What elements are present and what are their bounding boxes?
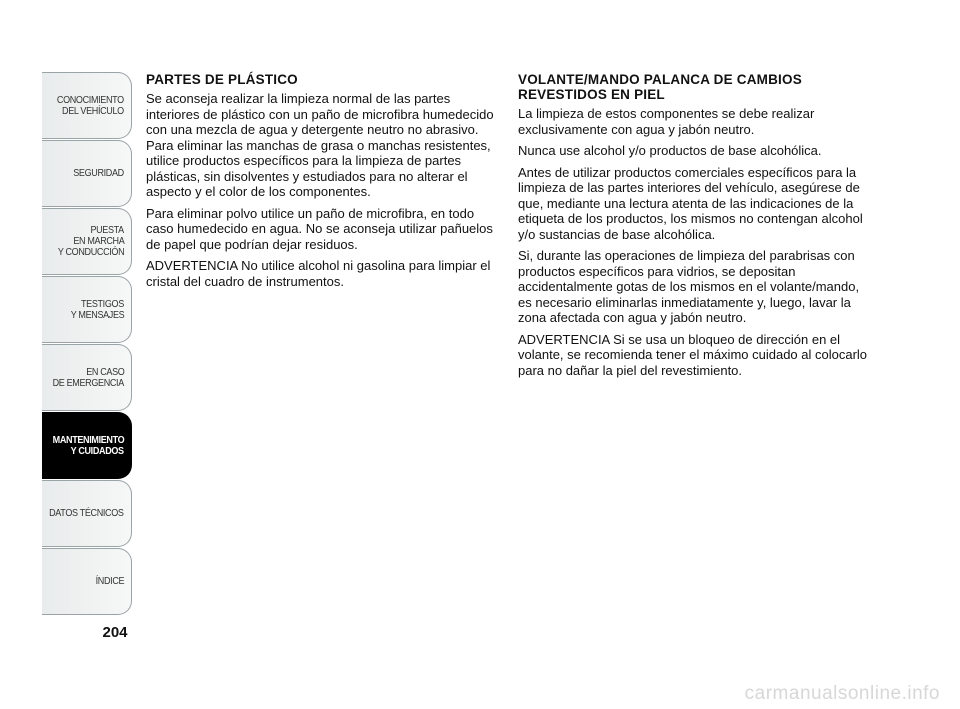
tab-label-line: DE EMERGENCIA — [52, 376, 124, 389]
tab-label-line: PUESTA — [90, 224, 124, 236]
tab-label-line: Y MENSAJES — [70, 308, 124, 321]
tab-label-line: TESTIGOS — [81, 297, 124, 310]
tab-mantenimiento-y-cuidados[interactable] — [42, 412, 132, 479]
tab-label-line: EN MARCHA — [72, 235, 124, 247]
paragraph: Nunca use alcohol y/o productos de base alcohólica. — [518, 143, 822, 158]
tab-conocimiento-del-vehiculo[interactable] — [42, 72, 132, 139]
tab-label-line: ÍNDICE — [95, 575, 124, 587]
tab-datos-tecnicos[interactable] — [42, 480, 132, 547]
tab-en-caso-de-emergencia[interactable] — [42, 344, 132, 411]
paragraph: Si, durante las operaciones de limpieza del parabrisas con productos específicos para vidrios, se depositan accidentalmente gotas de los mismos en el volante/mando, es necesario eliminarlas inmediatamente y, luego, lavar la zona afectada con agua y jabón neutro. — [518, 248, 860, 325]
tab-label-line: Y CUIDADOS — [70, 444, 124, 457]
tab-puesta-en-marcha[interactable] — [42, 208, 132, 275]
tab-testigos-y-mensajes[interactable] — [42, 276, 132, 343]
warning-paragraph: ADVERTENCIA No utilice alcohol ni gasolina para limpiar el cristal del cuadro de instrumentos. — [146, 258, 491, 289]
paragraph: Se aconseja realizar la limpieza normal de las partes interiores de plástico con un paño de microfibra humedecido con una mezcla de agua y detergente neutro no abrasivo. Para eliminar las manchas de grasa o manchas resistentes, utilice productos específicos para la limpieza de partes plásticas, sin disolventes y estudiados para no alterar el aspecto y el color de los componentes. — [146, 91, 494, 199]
tab-label-line: DEL VEHÍCULO — [62, 104, 124, 117]
page-number: 204 — [102, 624, 128, 641]
section-tabs — [0, 0, 140, 709]
paragraph: Antes de utilizar productos comerciales específicos para la limpieza de las partes interiores del vehículo, asegúrese de que, mediante una lectura atenta de las indicaciones de la etiqueta de los productos, los mismos no contengan alcohol y/o sustancias de base alcohólica. — [518, 164, 863, 242]
left-column — [146, 72, 494, 295]
tab-label-line: SEGURIDAD — [73, 167, 124, 179]
tab-label-line: Y CONDUCCIÓN — [57, 246, 124, 258]
tab-indice[interactable] — [42, 548, 132, 615]
warning-paragraph: ADVERTENCIA Si se usa un bloqueo de dirección en el volante, se recomienda tener el máximo cuidado al colocarlo para no dañar la piel del revestimiento. — [518, 331, 868, 378]
tab-label-line: MANTENIMIENTO — [52, 433, 124, 446]
tab-label-line: DATOS TÉCNICOS — [49, 507, 124, 519]
tab-seguridad[interactable] — [42, 140, 132, 207]
right-column — [518, 72, 868, 384]
paragraph: Para eliminar polvo utilice un paño de microfibra, en todo caso humedecido en agua. No se aconseja utilizar pañuelos de papel que podrían dejar residuos. — [146, 205, 493, 252]
paragraph: La limpieza de estos componentes se debe realizar exclusivamente con agua y jabón neutro. — [518, 106, 815, 137]
tab-label-line: CONOCIMIENTO — [57, 93, 124, 106]
tab-label-line: EN CASO — [85, 365, 124, 378]
section-heading-leather-steering: VOLANTE/MANDO PALANCA DE CAMBIOS REVESTIDOS EN PIEL — [518, 72, 802, 102]
watermark: carmanualsonline.info — [744, 683, 940, 704]
section-heading-plastic-parts: PARTES DE PLÁSTICO — [146, 72, 298, 87]
